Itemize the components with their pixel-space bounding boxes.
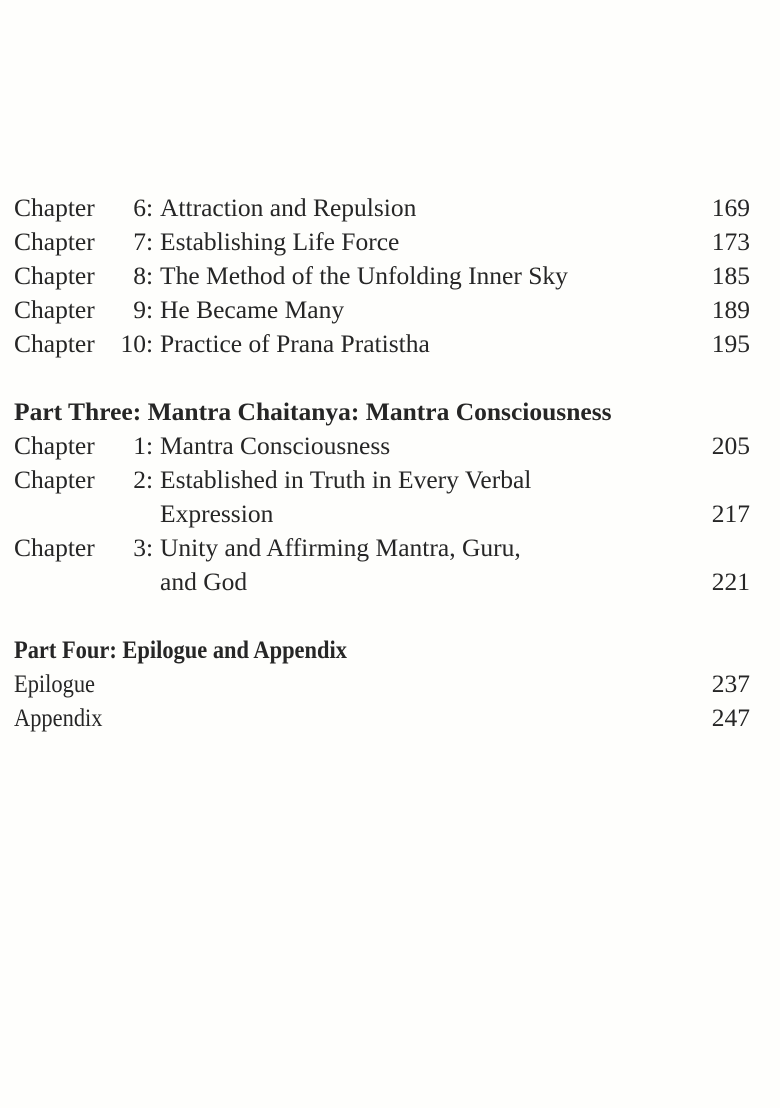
- chapter-label: Chapter: [14, 465, 95, 494]
- chapter-number: 2: [133, 465, 146, 494]
- chapter-colon: :: [146, 227, 154, 256]
- chapter-colon: :: [146, 465, 154, 494]
- chapter-title-line-2: and God: [160, 567, 248, 596]
- chapter-number: 8: [133, 261, 146, 290]
- chapter-label: Chapter: [14, 261, 95, 290]
- part-two-chapter-list: [14, 191, 750, 361]
- toc-entry[interactable]: [14, 667, 750, 701]
- page-number: 247: [711, 703, 750, 732]
- entry-title: [14, 701, 690, 735]
- chapter-title-line-1: Unity and Affirming Mantra, Guru,: [160, 533, 521, 562]
- chapter-colon: :: [146, 295, 154, 324]
- page-number: 185: [711, 261, 750, 290]
- chapter-label: Chapter: [14, 227, 95, 256]
- page-number: 189: [711, 295, 750, 324]
- chapter-colon: :: [146, 431, 154, 460]
- chapter-label: Chapter: [14, 533, 95, 562]
- entry-title: [14, 667, 690, 701]
- section-spacer: [14, 361, 750, 395]
- toc-entry[interactable]: [14, 531, 750, 599]
- chapter-colon: :: [146, 193, 154, 222]
- toc-entry[interactable]: [14, 701, 750, 735]
- toc-entry[interactable]: [14, 225, 750, 259]
- chapter-colon: :: [146, 329, 154, 358]
- chapter-number: 3: [133, 533, 146, 562]
- toc-entry[interactable]: [14, 463, 750, 531]
- toc-entry[interactable]: [14, 429, 750, 463]
- chapter-title: Establishing Life Force: [160, 227, 400, 256]
- chapter-title: The Method of the Unfolding Inner Sky: [160, 261, 568, 290]
- page-number: 173: [711, 227, 750, 256]
- part-heading[interactable]: Part Four: Epilogue and Appendix: [14, 635, 347, 664]
- section-spacer: [14, 599, 750, 633]
- chapter-label: Chapter: [14, 193, 95, 222]
- chapter-title: Practice of Prana Pratistha: [160, 329, 430, 358]
- chapter-title: Mantra Consciousness: [160, 431, 391, 460]
- chapter-colon: :: [146, 261, 154, 290]
- chapter-title-line-2: Expression: [160, 499, 274, 528]
- chapter-label: Chapter: [14, 329, 95, 358]
- table-of-contents: [14, 191, 750, 735]
- chapter-number: 6: [133, 193, 146, 222]
- page-number: 195: [711, 329, 750, 358]
- chapter-label: Chapter: [14, 431, 95, 460]
- page-number: 169: [711, 193, 750, 222]
- page-number: 221: [711, 567, 750, 596]
- part-heading[interactable]: Part Three: Mantra Chaitanya: Mantra Consciousness: [14, 397, 612, 426]
- part-three-section: [14, 395, 750, 599]
- chapter-number: 1: [133, 431, 146, 460]
- chapter-title: He Became Many: [160, 295, 345, 324]
- toc-entry[interactable]: [14, 327, 750, 361]
- toc-entry[interactable]: [14, 259, 750, 293]
- entry-title-text: Appendix: [14, 703, 103, 732]
- chapter-number: 9: [133, 295, 146, 324]
- part-four-section: [14, 633, 750, 735]
- toc-entry[interactable]: [14, 293, 750, 327]
- page-number: 205: [711, 431, 750, 460]
- chapter-number: 7: [133, 227, 146, 256]
- toc-entry[interactable]: [14, 191, 750, 225]
- chapter-label: Chapter: [14, 295, 95, 324]
- page-number: 217: [711, 499, 750, 528]
- chapter-title: Attraction and Repulsion: [160, 193, 417, 222]
- chapter-title-line-1: Established in Truth in Every Verbal: [160, 465, 532, 494]
- chapter-colon: :: [146, 533, 154, 562]
- page-number: 237: [711, 669, 750, 698]
- entry-title-text: Epilogue: [14, 669, 96, 698]
- chapter-number: 10: [120, 329, 146, 358]
